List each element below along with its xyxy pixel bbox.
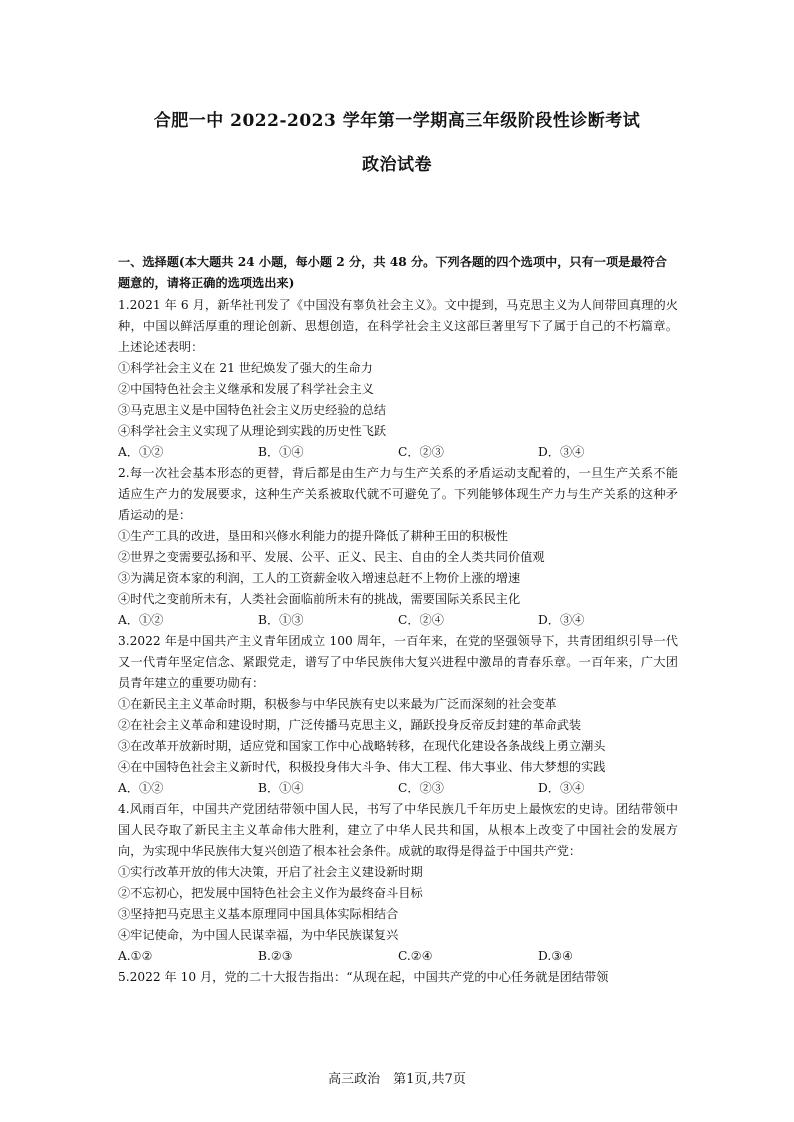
- choice-b: B．①③: [258, 613, 304, 627]
- exam-content: [118, 252, 678, 988]
- exam-title: 合肥一中 2022-2023 学年第一学期高三年级阶段性诊断考试: [153, 111, 641, 131]
- choice-a: A．①②: [118, 445, 164, 459]
- question-option: ③坚持把马克思主义基本原理同中国具体实际相结合: [118, 907, 399, 921]
- question-stem: 2.每一次社会基本形态的更替，背后都是由生产力与生产关系的矛盾运动支配着的，一旦生产关系不能适应生产力的发展要求，这种生产关系被取代就不可避免了。下列能够体现生产力与生产关系的这种矛盾运动的是：: [118, 466, 678, 522]
- question-option: ④在中国特色社会主义新时代，积极投身伟大斗争、伟大工程、伟大事业、伟大梦想的实践: [118, 760, 606, 774]
- answer-choices: [118, 946, 678, 967]
- choice-b: B．①④: [258, 445, 304, 459]
- question-option: ④时代之变前所未有，人类社会面临前所未有的挑战，需要国际关系民主化: [118, 592, 521, 606]
- question-option: ②中国特色社会主义继承和发展了科学社会主义: [118, 382, 374, 396]
- section-heading: 一、选择题(本大题共 24 小题，每小题 2 分，共 48 分。下列各题的四个选项中，只有一项是最符合题意的，请将正确的选项选出来): [118, 255, 667, 290]
- choice-c: C．②③: [398, 445, 444, 459]
- choice-a: A．①②: [118, 613, 164, 627]
- question-option: ④牢记使命，为中国人民谋幸福，为中华民族谋复兴: [118, 928, 399, 942]
- question-2: [118, 463, 678, 631]
- question-stem: 4.风雨百年，中国共产党团结带领中国人民，书写了中华民族几千年历史上最恢宏的史诗。团结带领中国人民夺取了新民主主义革命伟大胜利，建立了中华人民共和国，从根本上改变了中国社会的发展方向，为实现中华民族伟大复兴创造了根本社会条件。成就的取得是得益于中国共产党：: [118, 802, 678, 858]
- question-stem: 1.2021 年 6 月，新华社刊发了《中国没有辜负社会主义》。文中提到，马克思主义为人间带回真理的火种，中国以鲜活厚重的理论创新、思想创造，在科学社会主义这部巨著里写下了属于自己的不朽篇章。上述论述表明：: [118, 298, 678, 354]
- question-option: ③在改革开放新时期，适应党和国家工作中心战略转移，在现代化建设各条战线上勇立潮头: [118, 739, 606, 753]
- question-option: ③为满足资本家的利润，工人的工资薪金收入增速总赶不上物价上涨的增速: [118, 571, 521, 585]
- choice-b: B.②③: [258, 949, 293, 963]
- answer-choices: [118, 610, 678, 631]
- question-option: ①实行改革开放的伟大决策，开启了社会主义建设新时期: [118, 865, 423, 879]
- choice-d: D.③④: [538, 949, 574, 963]
- question-option: ④科学社会主义实现了从理论到实践的历史性飞跃: [118, 424, 387, 438]
- choice-d: D．③④: [538, 781, 585, 795]
- choice-d: D．③④: [538, 613, 585, 627]
- question-option: ①在新民主主义革命时期，积极参与中华民族有史以来最为广泛而深刻的社会变革: [118, 697, 557, 711]
- question-5: [118, 967, 678, 988]
- question-stem: 5.2022 年 10 月，党的二十大报告指出：“从现在起，中国共产党的中心任务就是团结带领: [118, 970, 609, 984]
- question-option: ②世界之变需要弘扬和平、发展、公平、正义、民主、自由的全人类共同价值观: [118, 550, 545, 564]
- question-3: [118, 631, 678, 799]
- choice-c: C．②③: [398, 781, 444, 795]
- question-1: [118, 295, 678, 463]
- answer-choices: [118, 778, 678, 799]
- answer-choices: [118, 442, 678, 463]
- choice-b: B．①④: [258, 781, 304, 795]
- question-option: ③马克思主义是中国特色社会主义历史经验的总结: [118, 403, 387, 417]
- question-option: ①科学社会主义在 21 世纪焕发了强大的生命力: [118, 361, 373, 375]
- question-stem: 3.2022 年是中国共产主义青年团成立 100 周年，一百年来，在党的坚强领导下，共青团组织引导一代又一代青年坚定信念、紧跟党走，谱写了中华民族伟大复兴进程中激昂的青春乐章。一百年来，广大团员青年建立的重要功勋有：: [118, 634, 678, 690]
- exam-subtitle: 政治试卷: [362, 155, 432, 175]
- choice-d: D．③④: [538, 445, 585, 459]
- question-4: [118, 799, 678, 967]
- choice-a: A.①②: [118, 949, 153, 963]
- page-footer: 高三政治 第1页,共7页: [328, 1072, 466, 1087]
- question-option: ①生产工具的改进，垦田和兴修水利能力的提升降低了耕种王田的积极性: [118, 529, 508, 543]
- question-option: ②在社会主义革命和建设时期，广泛传播马克思主义，踊跃投身反帝反封建的革命武装: [118, 718, 582, 732]
- choice-c: C．②④: [398, 613, 444, 627]
- choice-c: C.②④: [398, 949, 433, 963]
- choice-a: A．①②: [118, 781, 164, 795]
- question-option: ②不忘初心，把发展中国特色社会主义作为最终奋斗目标: [118, 886, 423, 900]
